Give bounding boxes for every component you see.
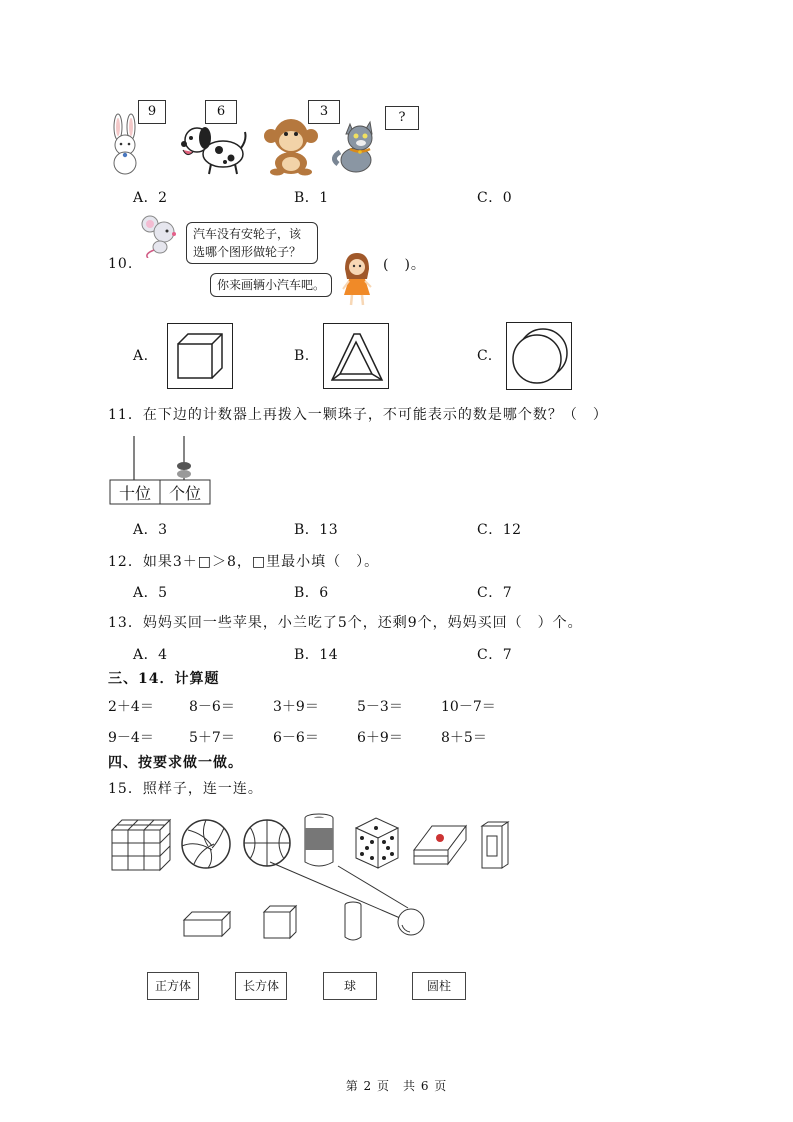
calc-item[interactable]: 9－4＝ <box>108 730 154 746</box>
dog-bubble: 6 <box>205 100 237 124</box>
q12-option-c[interactable]: C．7 <box>477 585 513 601</box>
calc-item[interactable]: 6－6＝ <box>273 730 319 746</box>
cylinder-shape-icon <box>342 900 364 942</box>
q13-option-c[interactable]: C．7 <box>477 647 513 663</box>
rubiks-cube-icon <box>110 818 172 872</box>
q13-option-a[interactable]: A．4 <box>133 647 168 663</box>
sphere-shape-icon <box>396 907 426 937</box>
calc-item[interactable]: 3＋9＝ <box>273 699 319 715</box>
calc-item[interactable]: 5＋7＝ <box>189 730 235 746</box>
q9-option-b[interactable]: B．1 <box>294 190 329 206</box>
monkey-illustration <box>263 116 319 176</box>
calc-item[interactable]: 8＋5＝ <box>441 730 487 746</box>
q11-question: 11．在下边的计数器上再拨入一颗珠子，不可能表示的数是哪个数？（ ） <box>108 407 608 423</box>
cat-illustration <box>330 116 392 174</box>
section-4-heading: 四、按要求做一做。 <box>108 755 243 771</box>
q10-number: 10. <box>108 256 134 272</box>
q10-option-b-box[interactable] <box>323 323 389 389</box>
q12-option-a[interactable]: A．5 <box>133 585 168 601</box>
q11-option-c[interactable]: C．12 <box>477 522 522 538</box>
calc-item[interactable]: 5－3＝ <box>357 699 403 715</box>
cuboid-shape-icon <box>182 910 232 938</box>
dog-illustration <box>175 120 247 176</box>
label-sphere[interactable]: 球 <box>323 972 377 1000</box>
cylinder-top-icon <box>507 323 571 389</box>
q10-blank: ( )。 <box>383 257 426 273</box>
mouse-speech: 汽车没有安轮子，该选哪个图形做轮子？ <box>186 222 318 264</box>
calc-item[interactable]: 10－7＝ <box>441 699 496 715</box>
q15-question: 15．照样子，连一连。 <box>108 781 263 797</box>
box-icon <box>478 820 512 870</box>
label-cylinder[interactable]: 圆柱 <box>412 972 466 1000</box>
q9-option-a[interactable]: A．2 <box>133 190 168 206</box>
cube-shape-icon <box>262 904 298 940</box>
label-cuboid[interactable]: 长方体 <box>235 972 287 1000</box>
q9-animals <box>100 98 440 178</box>
girl-speech: 你来画辆小汽车吧。 <box>210 273 332 297</box>
section-3-heading: 三、14．计算题 <box>108 671 220 687</box>
page-footer: 第 2 页 共 6 页 <box>345 1079 448 1093</box>
monkey-bubble: 3 <box>308 100 340 124</box>
cat-bubble: ? <box>385 106 419 130</box>
label-cube[interactable]: 正方体 <box>147 972 199 1000</box>
q10-option-a-label[interactable]: A. <box>133 348 149 364</box>
q11-option-b[interactable]: B．13 <box>294 522 339 538</box>
cube-icon <box>168 324 232 388</box>
abacus-tens-label: 十位 <box>118 484 151 503</box>
mouse-illustration <box>140 214 182 258</box>
q10-option-a-box[interactable] <box>167 323 233 389</box>
q11-option-a[interactable]: A．3 <box>133 522 168 538</box>
abacus-bead <box>177 470 191 478</box>
volleyball-icon <box>180 818 232 870</box>
calc-item[interactable]: 8－6＝ <box>189 699 235 715</box>
q13-option-b[interactable]: B．14 <box>294 647 339 663</box>
rabbit-bubble: 9 <box>138 100 166 124</box>
calc-item[interactable]: 2＋4＝ <box>108 699 154 715</box>
q12-question: 12．如果3＋□＞8，□里最小填（ ）。 <box>108 554 380 570</box>
q10-option-c-box[interactable] <box>506 322 572 390</box>
q10-option-b-label[interactable]: B. <box>294 348 310 364</box>
q9-option-c[interactable]: C．0 <box>477 190 513 206</box>
triangle-prism-icon <box>324 324 388 388</box>
abacus-bead <box>177 462 191 470</box>
q10-option-c-label[interactable]: C. <box>477 348 493 364</box>
abacus-ones-label: 个位 <box>168 484 201 503</box>
q12-option-b[interactable]: B．6 <box>294 585 329 601</box>
calc-item[interactable]: 6＋9＝ <box>357 730 403 746</box>
q13-question: 13．妈妈买回一些苹果，小兰吃了5个，还剩9个，妈妈买回（ ）个。 <box>108 615 583 631</box>
girl-illustration <box>340 251 374 307</box>
